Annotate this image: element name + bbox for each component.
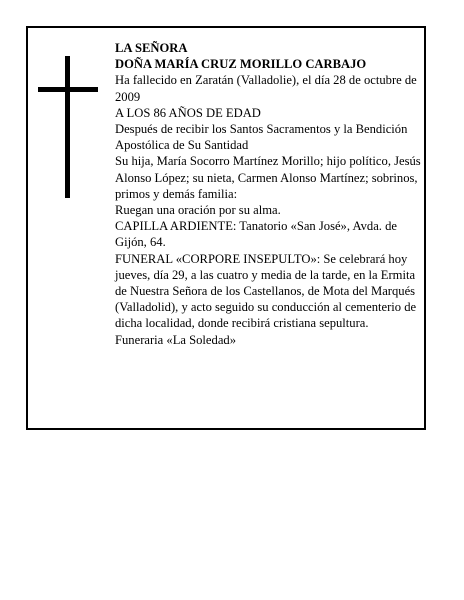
latin-cross-icon bbox=[38, 56, 98, 198]
prayer-line: Ruegan una oración por su alma. bbox=[115, 203, 281, 218]
obituary-text bbox=[115, 40, 423, 348]
family-line: Su hija, María Socorro Martínez Morillo; hijo político, Jesús Alonso López; su nieta, Carmen Alonso Martínez; sobrinos, primos y demás familia: bbox=[115, 154, 421, 201]
notice-heading: LA SEÑORA bbox=[115, 41, 188, 55]
cross-vertical-bar bbox=[65, 56, 70, 198]
funeral-home-line: Funeraria «La Soledad» bbox=[115, 332, 236, 347]
cross-horizontal-bar bbox=[38, 87, 98, 92]
chapel-line: CAPILLA ARDIENTE: Tanatorio «San José», Avda. de Gijón, 64. bbox=[115, 219, 397, 250]
death-details: Ha fallecido en Zaratán (Valladolie), el día 28 de octubre de 2009 bbox=[115, 73, 417, 104]
funeral-line: FUNERAL «CORPORE INSEPULTO»: Se celebrará hoy jueves, día 29, a las cuatro y media de la tarde, en la Ermita de Nuestra Señora de los Castellanos, de Mota del Marqués (Valladolid), y acto seguido su conducción al cementerio de dicha localidad, donde recibirá cristiana sepultura. bbox=[115, 251, 417, 331]
sacraments-line: Después de recibir los Santos Sacramentos y la Bendición Apostólica de Su Santidad bbox=[115, 122, 408, 153]
obituary-notice bbox=[26, 26, 426, 430]
deceased-name: DOÑA MARÍA CRUZ MORILLO CARBAJO bbox=[115, 57, 367, 72]
age-line: A LOS 86 AÑOS DE EDAD bbox=[115, 105, 261, 120]
